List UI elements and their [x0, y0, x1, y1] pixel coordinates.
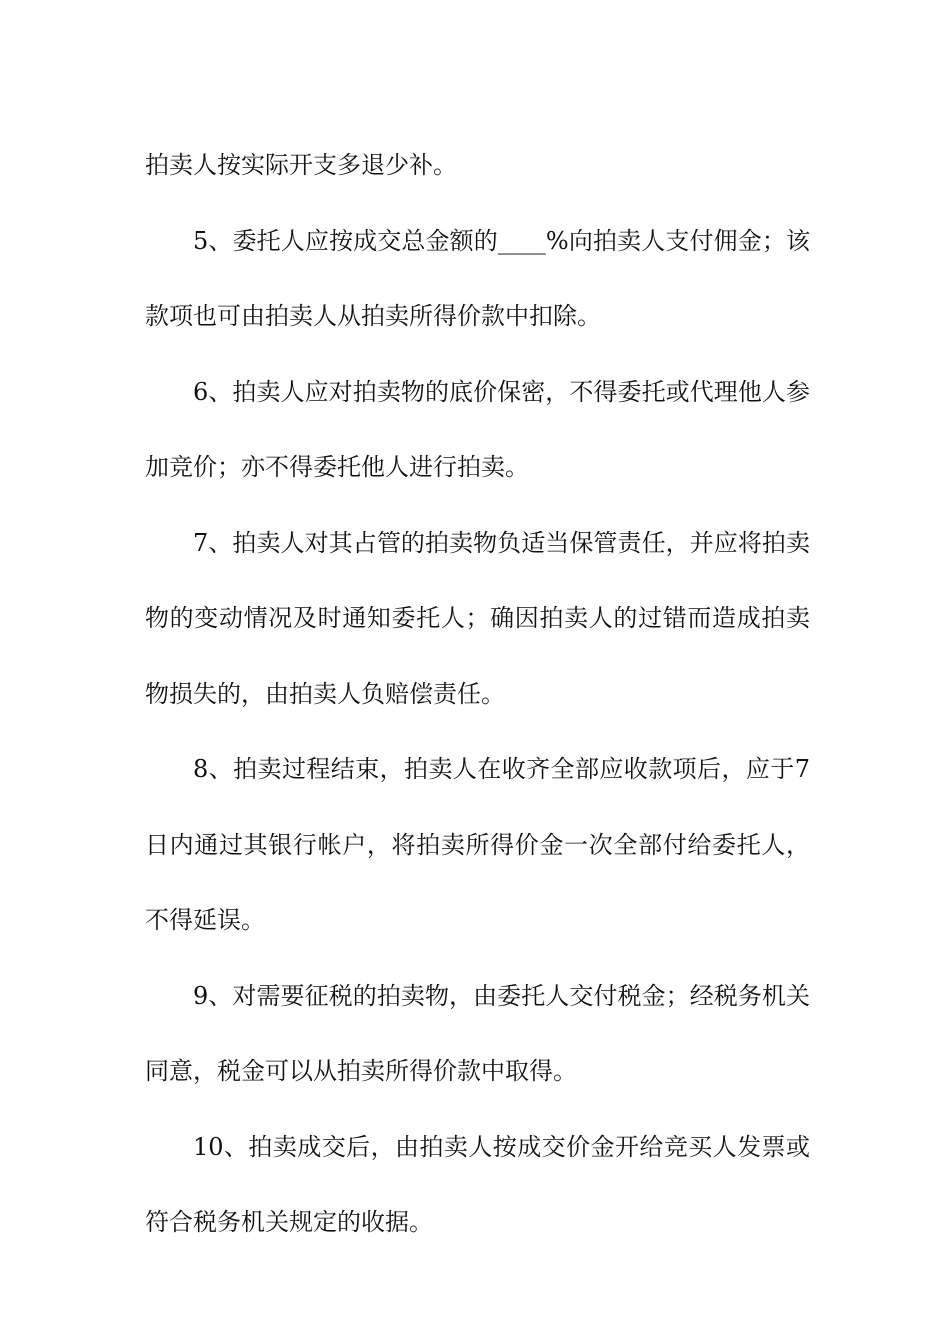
- paragraph-clause-8: 8、拍卖过程结束，拍卖人在收齐全部应收款项后，应于7日内通过其银行帐户，将拍卖所得价金一次全部付给委托人，不得延误。: [145, 755, 810, 934]
- paragraph-clause-5: 5、委托人应按成交总金额的____%向拍卖人支付佣金；该款项也可由拍卖人从拍卖所得价款中扣除。: [145, 226, 810, 330]
- document-body: [145, 128, 810, 1261]
- paragraph-clause-7: 7、拍卖人对其占管的拍卖物负适当保管责任，并应将拍卖物的变动情况及时通知委托人；确因拍卖人的过错而造成拍卖物损失的，由拍卖人负赔偿责任。: [145, 528, 810, 708]
- paragraph-clause-6: 6、拍卖人应对拍卖物的底价保密，不得委托或代理他人参加竞价；亦不得委托他人进行拍卖。: [145, 377, 810, 481]
- paragraph-continuation: 拍卖人按实际开支多退少补。: [145, 151, 457, 179]
- paragraph-clause-9: 9、对需要征税的拍卖物，由委托人交付税金；经税务机关同意，税金可以从拍卖所得价款中取得。: [145, 981, 810, 1085]
- paragraph-clause-10: 10、拍卖成交后，由拍卖人按成交价金开给竞买人发票或符合税务机关规定的收据。: [145, 1132, 810, 1236]
